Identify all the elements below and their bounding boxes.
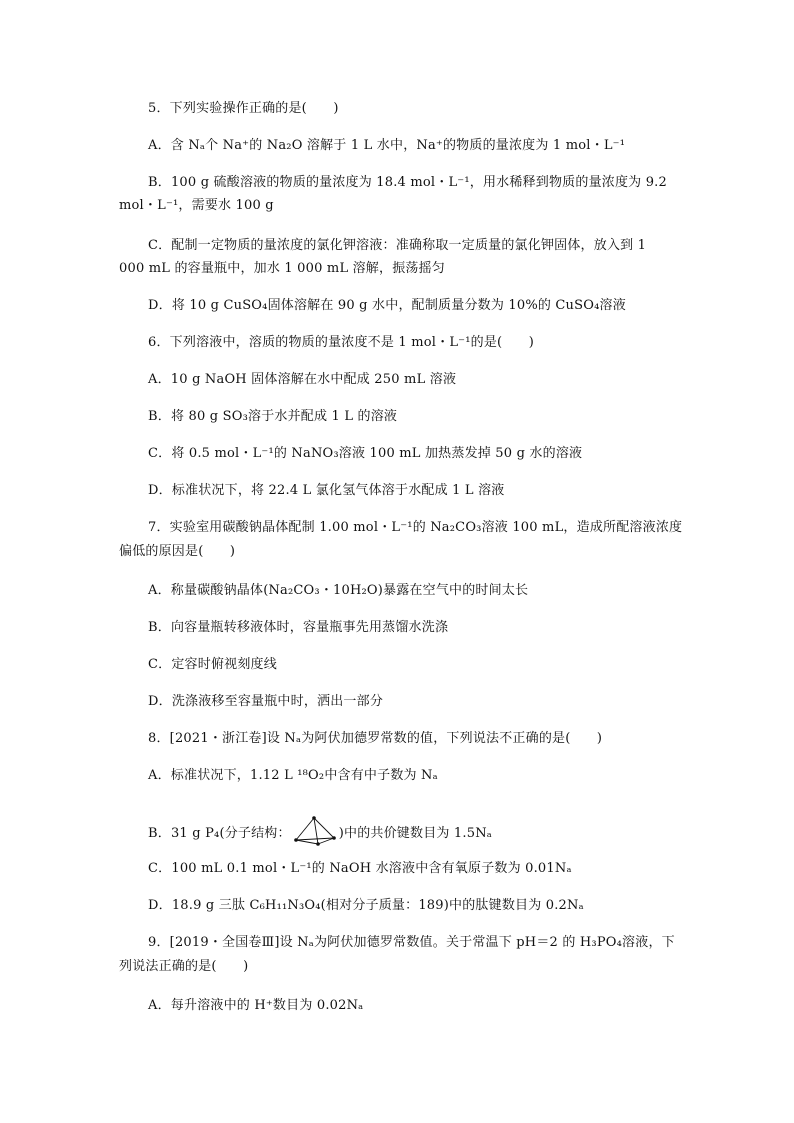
q5-option-b-cont: mol・L⁻¹，需要水 100 g [119, 198, 274, 213]
q7-option-a: A．称量碳酸钠晶体(Na₂CO₃・10H₂O)暴露在空气中的时间太长 [148, 583, 529, 598]
q8-option-d: D．18.9 g 三肽 C₆H₁₁N₃O₄(相对分子质量：189)中的肽键数目为 0.2Nₐ [148, 898, 584, 913]
q6-option-c: C．将 0.5 mol・L⁻¹的 NaNO₃溶液 100 mL 加热蒸发掉 50 g 水的溶液 [148, 446, 583, 461]
q8-option-a: A．标准状况下，1.12 L ¹⁸O₂中含有中子数为 Nₐ [148, 768, 438, 783]
q5-option-c: C．配制一定物质的量浓度的氯化钾溶液：准确称取一定质量的氯化钾固体，放入到 1 [148, 238, 647, 253]
q5-option-c-cont: 000 mL 的容量瓶中，加水 1 000 mL 溶解，振荡摇匀 [119, 261, 446, 276]
q5-option-d: D．将 10 g CuSO₄固体溶解在 90 g 水中，配制质量分数为 10%的 CuSO₄溶液 [148, 298, 626, 313]
q8-option-b-part1: B．31 g P₄(分子结构： [148, 826, 291, 841]
q6-option-d: D．标准状况下，将 22.4 L 氯化氢气体溶于水配成 1 L 溶液 [148, 483, 505, 498]
q9-stem: 9．[2019・全国卷Ⅲ]设 Nₐ为阿伏加德罗常数值。关于常温下 pH＝2 的 H₃PO₄溶液，下 [148, 935, 675, 950]
q7-stem: 7．实验室用碳酸钠晶体配制 1.00 mol・L⁻¹的 Na₂CO₃溶液 100 mL，造成所配溶液浓度 [148, 520, 683, 535]
q7-option-d: D．洗涤液移至容量瓶中时，洒出一部分 [148, 694, 384, 709]
q9-option-a: A．每升溶液中的 H⁺数目为 0.02Nₐ [148, 998, 364, 1013]
q5-option-a: A．含 Nₐ个 Na⁺的 Na₂O 溶解于 1 L 水中，Na⁺的物质的量浓度为 1 mol・L⁻¹ [148, 138, 626, 153]
q7-option-c: C．定容时俯视刻度线 [148, 657, 277, 672]
p4-molecule-structure-icon [292, 816, 338, 846]
q6-option-b: B．将 80 g SO₃溶于水并配成 1 L 的溶液 [148, 409, 398, 424]
q9-stem-cont: 列说法正确的是( ) [119, 959, 249, 974]
q5-stem: 5．下列实验操作正确的是( ) [148, 101, 339, 116]
q7-option-b: B．向容量瓶转移液体时，容量瓶事先用蒸馏水洗涤 [148, 620, 449, 635]
q8-option-c: C．100 mL 0.1 mol・L⁻¹的 NaOH 水溶液中含有氧原子数为 0.01Nₐ [148, 861, 572, 876]
q5-option-b: B．100 g 硫酸溶液的物质的量浓度为 18.4 mol・L⁻¹，用水稀释到物质的量浓度为 9.2 [148, 175, 667, 190]
q7-stem-cont: 偏低的原因是( ) [119, 544, 236, 559]
q8-option-b-part2: )中的共价键数目为 1.5Nₐ [338, 826, 492, 841]
q6-stem: 6．下列溶液中，溶质的物质的量浓度不是 1 mol・L⁻¹的是( ) [148, 335, 534, 350]
q6-option-a: A．10 g NaOH 固体溶解在水中配成 250 mL 溶液 [148, 372, 457, 387]
q8-option-b [148, 816, 492, 846]
q8-stem: 8．[2021・浙江卷]设 Nₐ为阿伏加德罗常数的值，下列说法不正确的是( ) [148, 731, 603, 746]
